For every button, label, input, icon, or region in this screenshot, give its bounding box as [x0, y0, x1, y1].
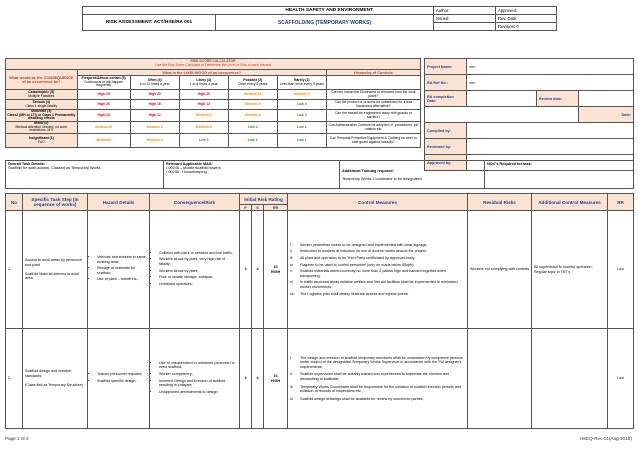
control-measures: i. Worker pedestrian routes to be designed and implemented with clear signage; ii. Instruction to workers at induction on use of access routes around the project; iii. All plant and operators to be Third Party certificated by approved body; iv. Flagmen to be used to control personnel (only on roads below 80kph); v. Scaffold materials stored correctly no more than 2 pallets high and banded together when transporting; vi. In traffic enclosed areas suitable welfare and first aid facilities shall be implemented to minimized worker movements; vii. The Logistics plan shall clearly illustrate access and egress points;	[288, 211, 468, 329]
training-label: Additional Training required:	[342, 168, 394, 173]
hierarchy-ppe: Can Personal Protective Equipment & Clothing be worn to safe guard against hazards?	[326, 134, 420, 148]
control-measures: i. The design and erection of scaffold temporary structures shall be undertaken by competent persons under control of the designated Temporary Works Supervisor in accordance with the TW designer's requirements; ii. Scaffold supervision shall be suitably trained and experienced to supervise the erection and dismantling of scaffolds; iii. Temporary Works Coordinator shall be responsible for the collation of scaffold erection permits and collation of records of inspections etc.; iv. Scaffold design drawings shall be available for review by concerned parties;	[288, 329, 468, 429]
probability-value: 4	[240, 329, 252, 429]
mas-item: • 00245 – Mobile scaffold towers	[166, 166, 221, 170]
risk-cell: Medium 6	[228, 110, 277, 122]
department-title: HEALTH SAFETY AND ENVIRONMENT	[83, 7, 434, 15]
revision-field: Revision: 0	[496, 23, 557, 31]
hazard-details: • Trained personnel required; • Scaffold specific design;	[88, 329, 150, 429]
approved-field: Approved:	[496, 7, 557, 15]
col-s: S	[252, 205, 264, 211]
issued-field: Issued:	[434, 15, 496, 23]
risk-assessment-number: RISK ASSESSMENT: ACT/HSE/RA 001	[83, 15, 216, 31]
risk-cell: Medium5	[77, 134, 130, 148]
consequence-risk: • Collision with plant or vehicles and live traffic; • Workers struck by plant, very high risk of fatality; • Workers struck by plant; • Poor or unsafe storage; collapse; • Untrained operators;	[150, 211, 240, 329]
risk-cell: Medium 4	[130, 134, 179, 148]
date-label: Date:	[579, 107, 634, 123]
likelihood-col-2: Possible (2) Once every 5 years	[228, 76, 277, 90]
noc-label: NOC’s Required for task:	[487, 162, 533, 166]
hierarchy-eliminate: Can the hazard be Eliminated or removed from the work place?	[326, 90, 420, 100]
training-text: Temporary Works Coordinator to be designated	[342, 176, 422, 181]
residual-risks	[468, 329, 532, 429]
risk-cell: Low 3	[179, 134, 228, 148]
col-p: P	[240, 205, 252, 211]
likelihood-col-5: Frequent/Almost certain (5) Continuous or will happen frequently	[77, 76, 130, 90]
mas-item: • 00236 - Housekeeping	[166, 170, 207, 174]
training-cell	[340, 161, 485, 189]
risk-cell: Medium 5	[277, 90, 326, 100]
risk-cell: Medium 10	[228, 90, 277, 100]
consequence-row-serious: Serious (4) Class 1 single fatality	[6, 100, 78, 110]
risk-cell: High 20	[77, 100, 130, 110]
project-name-value[interactable]: xxx	[467, 59, 634, 75]
overall-task-cell	[6, 161, 164, 189]
risk-cell: Low 4	[228, 122, 277, 134]
risk-cell: High 20	[130, 90, 179, 100]
calculator-title-text: RISK SCORE CALCULATOR	[190, 59, 236, 64]
risk-cell: High 12	[179, 100, 228, 110]
hierarchy-substitute: Can the product or process be substituted for a less hazardous alternative?	[326, 100, 420, 110]
risk-cell: Medium 8	[130, 122, 179, 134]
reviewed-by-label: Reviewed by:	[425, 139, 467, 155]
project-info-panel	[424, 58, 634, 171]
col-control: Control Measures	[288, 194, 468, 211]
compiled-by-label: Compiled by:	[425, 123, 467, 139]
ra-completion-label: RA completion Date:	[425, 91, 467, 107]
rev-date-field: Rev. Date:	[496, 15, 557, 23]
task-step: Scaffold design and erection standards (Class fied as Temporary Structure)	[23, 329, 88, 429]
hierarchy-administrative: Can Administration Controls be adopted i.e. procedures, job rotation etc.	[326, 122, 420, 134]
additional-controls	[532, 329, 608, 429]
approved-by-label: Approved by:	[425, 155, 467, 171]
risk-assessment-table	[5, 193, 634, 429]
risk-cell: High 15	[77, 110, 130, 122]
col-initial-risk: Initial Risk Rating	[240, 194, 288, 205]
mas-cell	[164, 161, 340, 189]
review-date-label: Review date:	[537, 91, 579, 107]
risk-cell: Medium10	[77, 122, 130, 134]
risk-cell: Low 1	[277, 134, 326, 148]
consequence-row-catastrophic: Catastrophic (5) Multiple Fatalities	[6, 90, 78, 100]
likelihood-col-4: Often (4) 6 to 12 times a year	[130, 76, 179, 90]
row-number: 1.	[6, 211, 23, 329]
calculator-title	[6, 59, 421, 70]
document-header	[82, 6, 557, 31]
severity-value: 4	[252, 211, 264, 329]
col-consequence: Consequence/Risk	[150, 194, 240, 211]
mas-label: Relevant Applicable MAS:	[166, 162, 213, 166]
document-title: SCAFFOLDING (TEMPORARY WORKS)	[216, 15, 434, 31]
probability-value: 4	[240, 211, 252, 329]
task-step: Access to work areas by personnel and plant Scaffold Material delivery to work area;	[23, 211, 88, 329]
overall-task-text: Scaffold for work access. Classed as Temporary Works	[8, 166, 101, 170]
hierarchy-engineer: Can the hazard be engineered away with guards or barriers?	[326, 110, 420, 122]
col-additional: Additional Control Measures	[532, 194, 608, 211]
calculator-subtitle: Use the Risk Score Calculator to Determine the Level of Risk of each Hazard	[155, 63, 271, 67]
col-rr-final: RR	[608, 194, 634, 211]
risk-cell: High 25	[77, 90, 130, 100]
consequence-row-insignificant: Insignificant (1) FAC	[6, 134, 78, 148]
author-field: Author:	[434, 7, 496, 15]
likelihood-col-1: Rarely (1) Less than once every 5 years	[277, 76, 326, 90]
residual-risks: Workers not complying with controls	[468, 211, 532, 329]
risk-cell: High 12	[130, 110, 179, 122]
final-risk-rating: Low	[608, 329, 634, 429]
severity-value: 4	[252, 329, 264, 429]
task-details	[5, 160, 634, 189]
consequence-row-minor: Minor (2) Medical attention needed, no work restrictions. MTI	[6, 122, 78, 134]
col-hazard: Hazard Details	[88, 194, 150, 211]
hazard-details: • Vehicles and workers in same working area; • Storage of materials for scaffold; • Use of plant – forklift etc.;	[88, 211, 150, 329]
final-risk-rating: Low	[608, 211, 634, 329]
project-name-label: Project Name:	[425, 59, 467, 75]
risk-cell: Medium 9	[179, 110, 228, 122]
risk-cell: High 16	[130, 100, 179, 110]
col-task-step: Specific Task Step (In sequence of works)	[23, 194, 88, 211]
risk-rating: 16 HIGH	[264, 211, 288, 329]
risk-score-calculator	[5, 58, 421, 148]
col-rr: RR	[264, 205, 288, 211]
risk-cell: Low 2	[277, 122, 326, 134]
risk-cell: Low 4	[277, 100, 326, 110]
likelihood-header: What is the LIKELIHOOD of an occurrence?	[77, 70, 326, 76]
ra-ref-value[interactable]: xxx	[467, 75, 634, 91]
consequence-risk: • Use of unsupervised or untrained personnel to erect scaffold; • Worker competency; • Incorrect Design and Erection of scaffold resulting in collapse; • Unapproved amendments to design;	[150, 329, 240, 429]
row-number: 2.	[6, 329, 23, 429]
consequence-row-moderate: Moderate (3) Class2 (MH or LTI) or Class 1 Permanently disabling effects	[7, 109, 76, 121]
page-number: Page 1 of 2	[5, 436, 29, 441]
table-row	[6, 211, 634, 329]
hierarchy-header: Hierarchy of Controls	[326, 70, 420, 76]
noc-cell	[485, 161, 634, 189]
table-row	[6, 329, 634, 429]
additional-controls: All supervision to monitor operation; Regular topic in TBT's	[532, 211, 608, 329]
compiled-by-value[interactable]	[467, 123, 634, 139]
overall-task-label: Overall Task Details:	[8, 162, 46, 166]
risk-cell: Low 3	[277, 110, 326, 122]
document-reference: HSEQ-Rev-01(Aug-2018)	[579, 436, 632, 441]
likelihood-col-3: Likely (3) 1 to 6 times a year	[179, 76, 228, 90]
ra-ref-label: RA Ref No.:	[425, 75, 467, 91]
ra-completion-value[interactable]	[467, 91, 537, 107]
reviewed-by-value[interactable]	[467, 139, 634, 155]
col-no: No	[6, 194, 23, 211]
risk-rating: 16 HIGH	[264, 329, 288, 429]
col-residual: Residual Risks	[468, 194, 532, 211]
risk-cell: Medium 6	[179, 122, 228, 134]
consequence-header: What would be the CONSEQUENCE of an occurrence be?	[6, 70, 78, 90]
risk-cell: High 15	[179, 90, 228, 100]
risk-cell: Medium 8	[228, 100, 277, 110]
risk-cell: Low 2	[228, 134, 277, 148]
review-date-value[interactable]	[579, 91, 634, 107]
